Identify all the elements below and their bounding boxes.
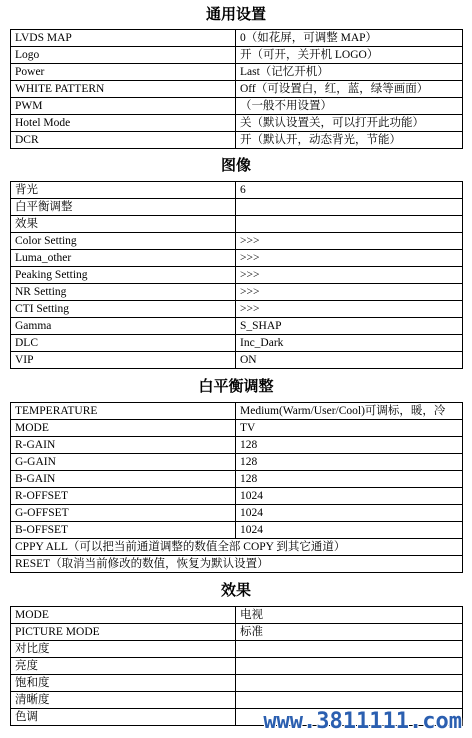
white-balance-row bbox=[11, 454, 463, 471]
section-title-picture: 图像 bbox=[220, 156, 251, 174]
white-balance-table bbox=[10, 402, 463, 573]
setting-value: ON bbox=[236, 352, 463, 369]
setting-value: Last（记忆开机） bbox=[236, 64, 463, 81]
picture-setting-row bbox=[11, 250, 463, 267]
note-text: RESET（取消当前修改的数值，恢复为默认设置） bbox=[11, 556, 463, 573]
setting-name: G-OFFSET bbox=[11, 505, 236, 522]
setting-name: 色调 bbox=[11, 709, 236, 726]
setting-name: 背光 bbox=[11, 182, 236, 199]
setting-name: 效果 bbox=[11, 216, 236, 233]
setting-value bbox=[236, 675, 463, 692]
picture-setting-row bbox=[11, 267, 463, 284]
effect-setting-row bbox=[11, 607, 463, 624]
setting-value: >>> bbox=[236, 284, 463, 301]
general-setting-row bbox=[11, 98, 463, 115]
white-balance-row bbox=[11, 471, 463, 488]
setting-value: Inc_Dark bbox=[236, 335, 463, 352]
setting-name: Power bbox=[11, 64, 236, 81]
setting-value: TV bbox=[236, 420, 463, 437]
effect-setting-row bbox=[11, 641, 463, 658]
setting-name: VIP bbox=[11, 352, 236, 369]
setting-name: 清晰度 bbox=[11, 692, 236, 709]
note-row bbox=[11, 539, 463, 556]
setting-value: S_SHAP bbox=[236, 318, 463, 335]
setting-name: LVDS MAP bbox=[11, 30, 236, 47]
setting-value: Medium(Warm/User/Cool)可调标，暖，冷 bbox=[236, 403, 463, 420]
setting-value: 1024 bbox=[236, 505, 463, 522]
setting-value bbox=[236, 216, 463, 233]
setting-name: MODE bbox=[11, 607, 236, 624]
picture-setting-row bbox=[11, 352, 463, 369]
setting-name: Color Setting bbox=[11, 233, 236, 250]
section-title-white-balance: 白平衡调整 bbox=[198, 377, 274, 395]
setting-value: 电视 bbox=[236, 607, 463, 624]
general-setting-row bbox=[11, 30, 463, 47]
note-row bbox=[11, 556, 463, 573]
setting-name: Gamma bbox=[11, 318, 236, 335]
picture-setting-row bbox=[11, 318, 463, 335]
setting-value bbox=[236, 658, 463, 675]
setting-name: R-GAIN bbox=[11, 437, 236, 454]
effect-setting-row bbox=[11, 675, 463, 692]
picture-setting-row bbox=[11, 216, 463, 233]
watermark: www.3811111.com bbox=[263, 709, 462, 734]
white-balance-row bbox=[11, 403, 463, 420]
setting-value: 128 bbox=[236, 471, 463, 488]
setting-name: B-GAIN bbox=[11, 471, 236, 488]
setting-name: Hotel Mode bbox=[11, 115, 236, 132]
setting-name: PICTURE MODE bbox=[11, 624, 236, 641]
setting-value: 128 bbox=[236, 437, 463, 454]
picture-setting-row bbox=[11, 182, 463, 199]
picture-setting-row bbox=[11, 284, 463, 301]
picture-settings-table bbox=[10, 181, 463, 369]
setting-value: 6 bbox=[236, 182, 463, 199]
effect-setting-row bbox=[11, 624, 463, 641]
setting-name: 亮度 bbox=[11, 658, 236, 675]
setting-name: CTI Setting bbox=[11, 301, 236, 318]
white-balance-row bbox=[11, 522, 463, 539]
setting-name: DCR bbox=[11, 132, 236, 149]
general-setting-row bbox=[11, 81, 463, 98]
effect-setting-row bbox=[11, 692, 463, 709]
white-balance-row bbox=[11, 437, 463, 454]
section-title-general: 通用设置 bbox=[205, 5, 266, 23]
setting-value: 开（默认开，动态背光，节能） bbox=[236, 132, 463, 149]
picture-setting-row bbox=[11, 199, 463, 216]
picture-setting-row bbox=[11, 233, 463, 250]
setting-value bbox=[236, 199, 463, 216]
general-setting-row bbox=[11, 64, 463, 81]
setting-value: （一般不用设置） bbox=[236, 98, 463, 115]
effect-settings-table bbox=[10, 606, 463, 726]
setting-name: R-OFFSET bbox=[11, 488, 236, 505]
effect-setting-row bbox=[11, 658, 463, 675]
white-balance-row bbox=[11, 488, 463, 505]
setting-value: 开（可开，关开机 LOGO） bbox=[236, 47, 463, 64]
setting-value: 1024 bbox=[236, 488, 463, 505]
setting-value: Off（可设置白，红，蓝，绿等画面） bbox=[236, 81, 463, 98]
setting-value: 关（默认设置关，可以打开此功能） bbox=[236, 115, 463, 132]
setting-name: 白平衡调整 bbox=[11, 199, 236, 216]
setting-name: PWM bbox=[11, 98, 236, 115]
setting-name: Peaking Setting bbox=[11, 267, 236, 284]
setting-name: 饱和度 bbox=[11, 675, 236, 692]
setting-name: WHITE PATTERN bbox=[11, 81, 236, 98]
note-text: CPPY ALL（可以把当前通道调整的数值全部 COPY 到其它通道） bbox=[11, 539, 463, 556]
setting-name: 对比度 bbox=[11, 641, 236, 658]
white-balance-row bbox=[11, 505, 463, 522]
setting-value bbox=[236, 641, 463, 658]
setting-value: >>> bbox=[236, 250, 463, 267]
setting-name: DLC bbox=[11, 335, 236, 352]
setting-value: 0（如花屏，可调整 MAP） bbox=[236, 30, 463, 47]
setting-name: Logo bbox=[11, 47, 236, 64]
picture-setting-row bbox=[11, 301, 463, 318]
general-setting-row bbox=[11, 115, 463, 132]
general-setting-row bbox=[11, 47, 463, 64]
general-setting-row bbox=[11, 132, 463, 149]
picture-setting-row bbox=[11, 335, 463, 352]
setting-name: B-OFFSET bbox=[11, 522, 236, 539]
setting-value: 128 bbox=[236, 454, 463, 471]
setting-value: >>> bbox=[236, 267, 463, 284]
setting-name: TEMPERATURE bbox=[11, 403, 236, 420]
setting-value bbox=[236, 692, 463, 709]
setting-name: G-GAIN bbox=[11, 454, 236, 471]
white-balance-row bbox=[11, 420, 463, 437]
general-settings-table bbox=[10, 29, 463, 149]
section-title-effect: 效果 bbox=[220, 581, 251, 599]
setting-value: 1024 bbox=[236, 522, 463, 539]
setting-name: MODE bbox=[11, 420, 236, 437]
setting-value: 标准 bbox=[236, 624, 463, 641]
setting-value: >>> bbox=[236, 233, 463, 250]
setting-name: Luma_other bbox=[11, 250, 236, 267]
setting-value: >>> bbox=[236, 301, 463, 318]
setting-name: NR Setting bbox=[11, 284, 236, 301]
